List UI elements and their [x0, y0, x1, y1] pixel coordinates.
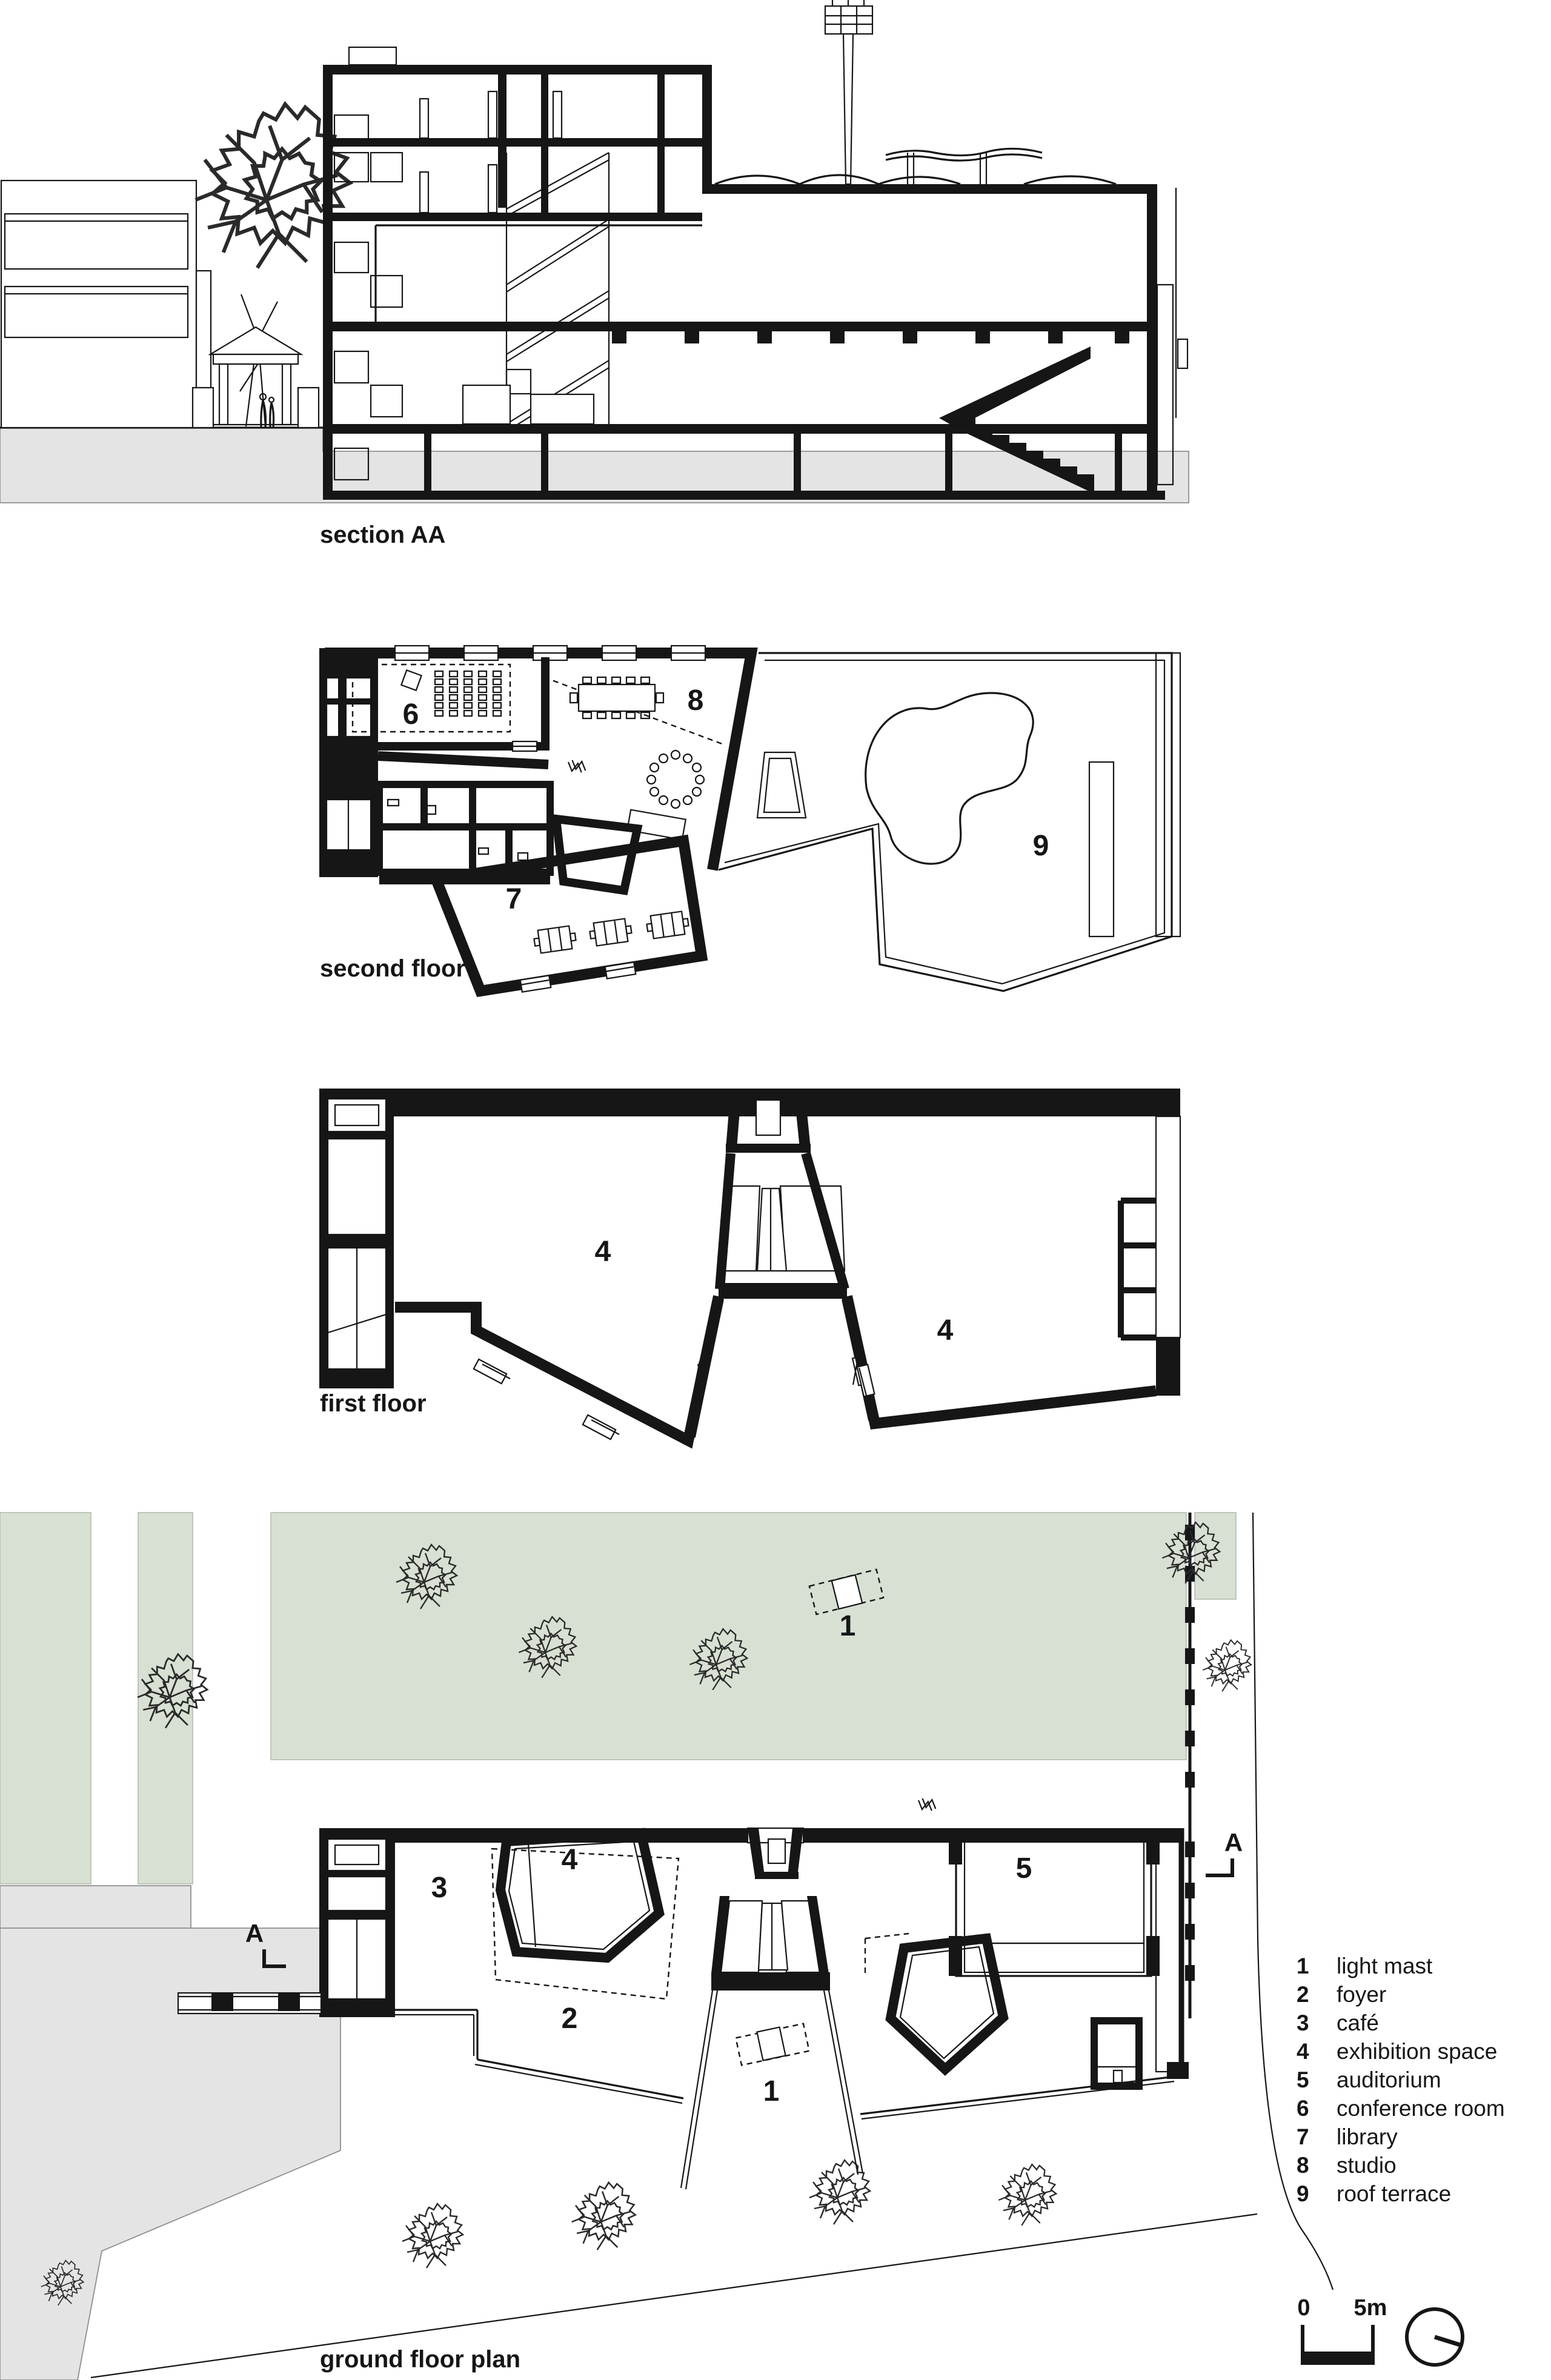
legend-label: foyer	[1337, 1982, 1387, 2007]
legend-label: library	[1337, 2124, 1398, 2149]
site-path-line	[91, 2214, 1257, 2378]
label-light-mast-lawn: 1	[839, 1610, 856, 1642]
label-section-a-right: A	[1224, 1828, 1243, 1857]
ff-hall-right	[847, 1116, 1180, 1424]
legend-label: exhibition space	[1337, 2039, 1498, 2064]
auditorium-rake	[939, 346, 1091, 428]
building-section	[323, 0, 1187, 500]
neighbour-building	[1, 181, 211, 428]
legend-num: 8	[1297, 2153, 1309, 2178]
room-label-terrace: 9	[1032, 830, 1049, 862]
label-auditorium: 5	[1015, 1852, 1032, 1884]
slab-fins	[612, 331, 1129, 343]
legend-num: 4	[1297, 2039, 1309, 2064]
ff-central-void	[691, 1089, 872, 1437]
section-panel	[0, 0, 1189, 548]
louver-band-inner	[1089, 762, 1114, 936]
legend-num: 2	[1297, 1982, 1309, 2007]
studio-table	[570, 677, 663, 718]
sf-service-core	[319, 648, 378, 877]
sf-roof-terrace	[719, 653, 1180, 991]
scale-zero: 0	[1297, 2295, 1310, 2321]
central-stair	[506, 153, 609, 431]
section-cut-marker-right	[1206, 1858, 1232, 1875]
scale-bar	[1297, 2295, 1387, 2365]
lawn-left	[0, 1513, 91, 1884]
chair-circle	[647, 751, 704, 808]
skylight-trapezoid	[757, 752, 806, 818]
lawn-main	[271, 1513, 1186, 1760]
room-label-conference: 6	[402, 698, 419, 731]
room-label-exh-left: 4	[594, 1236, 611, 1268]
ff-hall-left	[395, 1296, 719, 1440]
first-floor-caption: first floor	[320, 1390, 427, 1417]
people	[260, 394, 274, 427]
legend-label: conference room	[1337, 2096, 1505, 2121]
legend-num: 9	[1297, 2181, 1309, 2206]
legend-label: studio	[1337, 2153, 1397, 2178]
roof-terrace-canopy	[715, 148, 1116, 184]
room-label-exh-right: 4	[937, 1314, 954, 1347]
legend-label: auditorium	[1337, 2067, 1441, 2092]
light-mast-court	[736, 2024, 809, 2066]
room-label-studio: 8	[687, 684, 704, 717]
street-boundary	[1253, 1513, 1333, 2290]
stage-pod	[865, 1934, 1003, 2069]
louver-band-right	[1156, 653, 1180, 936]
label-foyer: 2	[561, 2003, 578, 2035]
ground-floor-panel	[0, 1513, 1333, 2380]
section-caption: section AA	[320, 522, 446, 548]
legend-label: light mast	[1337, 1954, 1433, 1978]
label-section-a-left: A	[245, 1919, 264, 1947]
exhibition-pod	[492, 1833, 679, 1999]
second-floor-panel	[319, 646, 1180, 992]
portico	[193, 327, 319, 428]
gf-louver-band	[1156, 1841, 1181, 2072]
legend-num: 5	[1297, 2067, 1309, 2092]
north-indicator-icon	[1407, 2309, 1463, 2365]
neighbour-strip	[0, 1886, 191, 1928]
scale-five: 5m	[1353, 2295, 1387, 2321]
first-floor-panel	[319, 1089, 1180, 1440]
second-floor-caption: second floor	[320, 955, 466, 982]
chair-grid	[435, 671, 501, 716]
legend-label: café	[1337, 2010, 1379, 2035]
gallery-rail	[376, 225, 702, 322]
label-exhibition: 4	[561, 1844, 578, 1876]
legend	[1297, 1954, 1505, 2206]
ground-floor-caption: ground floor plan	[320, 2346, 521, 2373]
legend-num: 3	[1297, 2010, 1309, 2035]
skylight-blob	[866, 693, 1033, 864]
label-light-mast-court: 1	[763, 2075, 780, 2107]
partition-doors	[420, 91, 562, 213]
label-cafe: 3	[431, 1872, 448, 1904]
glass-facade	[321, 2010, 1175, 2114]
room-label-library: 7	[505, 883, 522, 915]
library-tables	[533, 910, 690, 953]
legend-num: 1	[1297, 1954, 1309, 1978]
legend-label: roof terrace	[1337, 2181, 1452, 2206]
light-mast-icon	[825, 0, 872, 184]
ff-service-core	[319, 1089, 394, 1388]
legend-num: 6	[1297, 2096, 1309, 2121]
legend-num: 7	[1297, 2124, 1309, 2149]
entrance-bridge	[178, 1993, 321, 2014]
